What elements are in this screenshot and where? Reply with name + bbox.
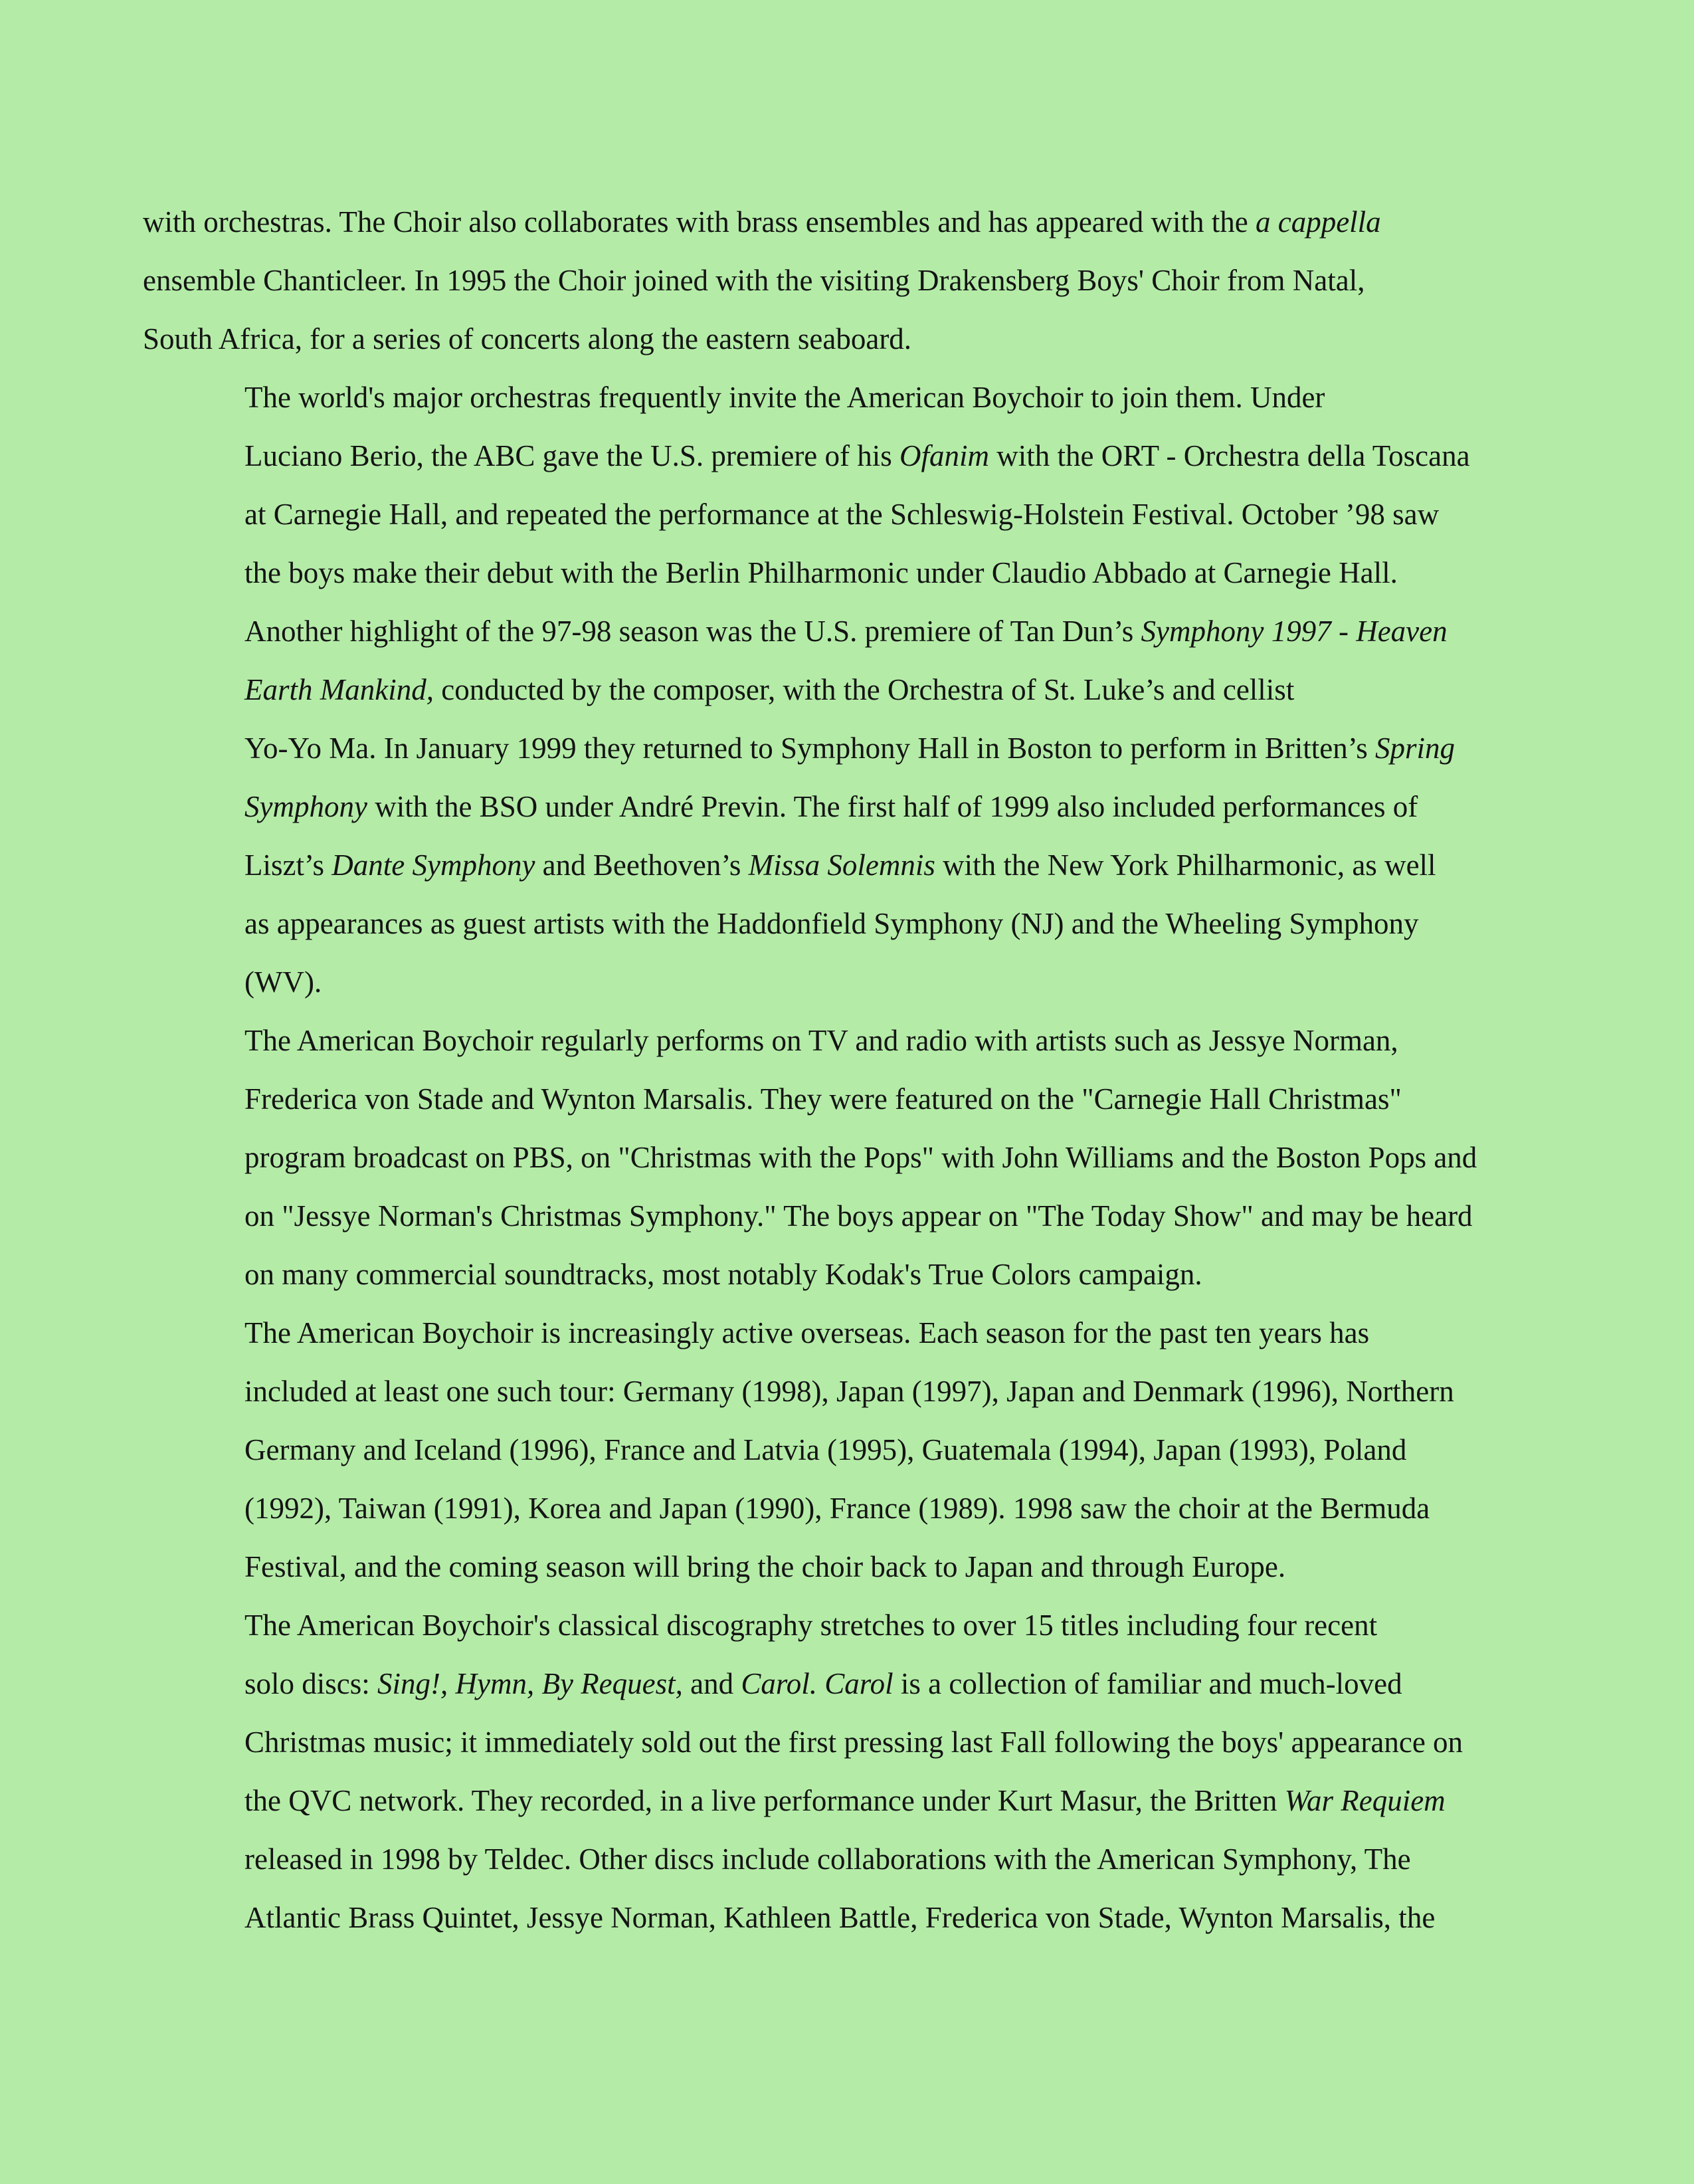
text-line <box>143 660 1525 719</box>
text-line <box>143 1713 1525 1771</box>
italic-title: Dante Symphony <box>331 848 535 882</box>
text-run: South Africa, for a series of concerts along the eastern seaboard. <box>143 322 912 355</box>
text-line <box>143 427 1525 485</box>
italic-title: Missa Solemnis <box>748 848 935 882</box>
text-run: on "Jessye Norman's Christmas Symphony." The boys appear on "The Today Show" and may be heard <box>244 1199 1473 1233</box>
text-line <box>143 1304 1525 1362</box>
text-run: Liszt’s <box>244 848 332 882</box>
text-line <box>143 1771 1525 1830</box>
text-run: the boys make their debut with the Berlin Philharmonic under Claudio Abbado at Carnegie Hall. <box>244 556 1398 589</box>
text-run: Another highlight of the 97-98 season was the U.S. premiere of Tan Dun’s <box>244 615 1141 648</box>
paragraph <box>143 1011 1525 1304</box>
text-run: is a collection of familiar and much-loved <box>893 1667 1402 1700</box>
text-line <box>143 1830 1525 1888</box>
text-run: The world's major orchestras frequently invite the American Boychoir to join them. Under <box>244 381 1325 414</box>
text-run: The American Boychoir is increasingly active overseas. Each season for the past ten years has <box>244 1316 1370 1349</box>
text-line <box>143 544 1525 602</box>
text-run: (1992), Taiwan (1991), Korea and Japan (1990), France (1989). 1998 saw the choir at the Bermuda <box>244 1492 1430 1525</box>
text-run: Frederica von Stade and Wynton Marsalis. They were featured on the "Carnegie Hall Christmas" <box>244 1082 1402 1116</box>
text-line <box>143 1128 1525 1187</box>
text-line <box>143 1011 1525 1070</box>
text-line <box>143 894 1525 953</box>
text-line <box>143 1888 1525 1947</box>
text-run: program broadcast on PBS, on "Christmas with the Pops" with John Williams and the Boston Pops and <box>244 1141 1477 1174</box>
text-line <box>143 953 1525 1011</box>
text-run: Luciano Berio, the ABC gave the U.S. premiere of his <box>244 439 900 472</box>
text-run: and Beethoven’s <box>535 848 749 882</box>
text-run: ensemble Chanticleer. In 1995 the Choir joined with the visiting Drakensberg Boys' Choir from Natal, <box>143 264 1365 297</box>
text-line <box>143 1654 1525 1713</box>
text-run: released in 1998 by Teldec. Other discs include collaborations with the American Symphony, The <box>244 1842 1411 1876</box>
text-line <box>143 1421 1525 1479</box>
text-run: the QVC network. They recorded, in a live performance under Kurt Masur, the Britten <box>244 1784 1285 1817</box>
text-run: The American Boychoir's classical discography stretches to over 15 titles including four recent <box>244 1609 1378 1642</box>
text-run: with the ORT - Orchestra della Toscana <box>989 439 1470 472</box>
text-line <box>143 1245 1525 1304</box>
body-text <box>143 193 1525 1947</box>
text-run: as appearances as guest artists with the Haddonfield Symphony (NJ) and the Wheeling Symphony <box>244 907 1419 940</box>
text-line <box>143 251 1525 310</box>
text-run: with the New York Philharmonic, as well <box>935 848 1436 882</box>
text-run: solo discs: <box>244 1667 378 1700</box>
text-run: on many commercial soundtracks, most notably Kodak's True Colors campaign. <box>244 1258 1202 1291</box>
paragraph <box>143 1596 1525 1947</box>
text-line <box>143 1596 1525 1654</box>
italic-title: Symphony 1997 - Heaven <box>1141 615 1448 648</box>
text-line <box>143 836 1525 894</box>
text-run: (WV). <box>244 965 322 999</box>
paragraph <box>143 368 1525 1011</box>
italic-title: Spring <box>1375 732 1456 765</box>
text-run: with the BSO under André Previn. The first half of 1999 also included performances of <box>367 790 1418 823</box>
text-line <box>143 602 1525 660</box>
italic-title: a cappella <box>1255 205 1381 239</box>
paragraph <box>143 1304 1525 1596</box>
text-run: Christmas music; it immediately sold out the first pressing last Fall following the boys' appearance on <box>244 1726 1463 1759</box>
text-run: and <box>682 1667 741 1700</box>
text-line <box>143 777 1525 836</box>
italic-title: Carol. Carol <box>741 1667 894 1700</box>
text-line <box>143 1362 1525 1421</box>
text-run: Yo-Yo Ma. In January 1999 they returned to Symphony Hall in Boston to perform in Britten’s <box>244 732 1376 765</box>
text-run: Atlantic Brass Quintet, Jessye Norman, Kathleen Battle, Frederica von Stade, Wynton Marsalis, the <box>244 1901 1436 1934</box>
italic-title: War Requiem <box>1284 1784 1446 1817</box>
text-line <box>143 193 1525 251</box>
paragraph <box>143 193 1525 368</box>
text-line <box>143 719 1525 777</box>
text-run: The American Boychoir regularly performs on TV and radio with artists such as Jessye Norman, <box>244 1024 1398 1057</box>
italic-title: Ofanim <box>899 439 990 472</box>
italic-title: Sing!, Hymn, By Request, <box>377 1667 683 1700</box>
text-line <box>143 1479 1525 1538</box>
text-line <box>143 368 1525 427</box>
text-run: with orchestras. The Choir also collaborates with brass ensembles and has appeared with the <box>143 205 1256 239</box>
text-line <box>143 485 1525 544</box>
text-line <box>143 310 1525 368</box>
text-run: at Carnegie Hall, and repeated the performance at the Schleswig-Holstein Festival. October ’98 saw <box>244 498 1440 531</box>
italic-title: Earth Mankind, <box>244 673 434 706</box>
text-line <box>143 1070 1525 1128</box>
text-line <box>143 1187 1525 1245</box>
text-run: conducted by the composer, with the Orchestra of St. Luke’s and cellist <box>433 673 1295 706</box>
text-run: included at least one such tour: Germany (1998), Japan (1997), Japan and Denmark (1996), Northern <box>244 1375 1454 1408</box>
text-run: Festival, and the coming season will bring the choir back to Japan and through Europe. <box>244 1550 1286 1583</box>
text-line <box>143 1538 1525 1596</box>
italic-title: Symphony <box>244 790 367 823</box>
text-run: Germany and Iceland (1996), France and Latvia (1995), Guatemala (1994), Japan (1993), Poland <box>244 1433 1407 1466</box>
